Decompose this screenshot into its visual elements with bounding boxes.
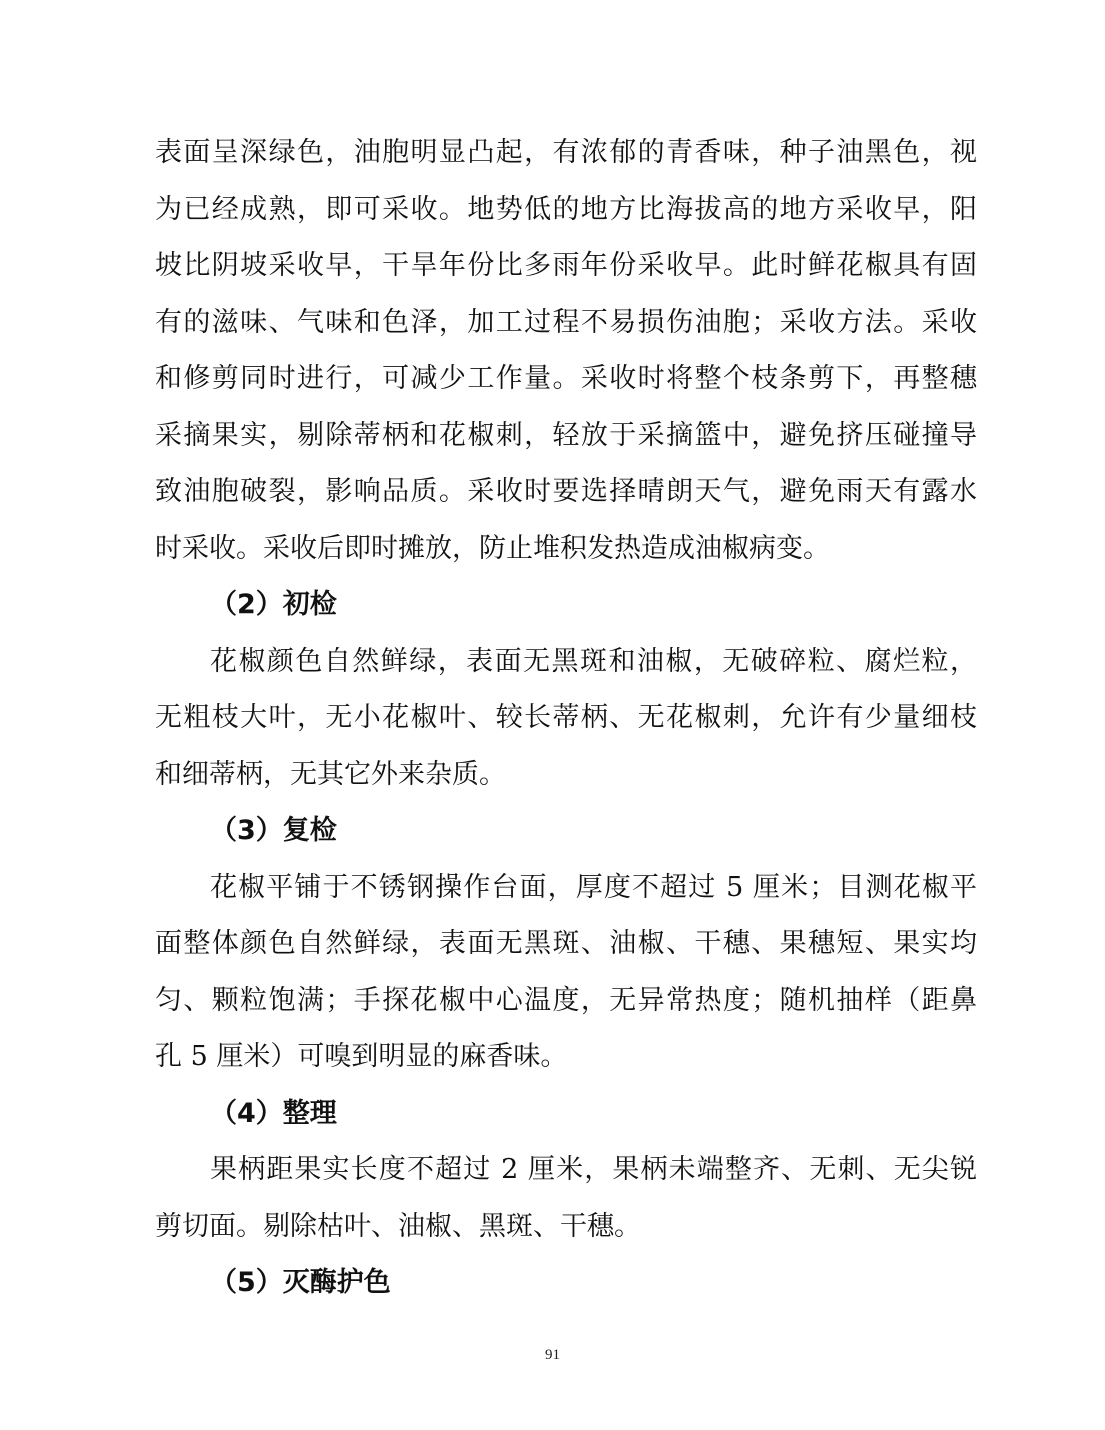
text-line: 面整体颜色自然鲜绿，表面无黑斑、油椒、干穗、果穗短、果实均 — [155, 928, 977, 959]
text-line: 时采收。采收后即时摊放，防止堆积发热造成油椒病变。 — [155, 532, 830, 564]
text-line: 有的滋味、气味和色泽，加工过程不易损伤油胞；采收方法。采收 — [155, 306, 977, 338]
text-line: 匀、颗粒饱满；手探花椒中心温度，无异常热度；随机抽样（距鼻 — [155, 984, 977, 1016]
text-line: 表面呈深绿色，油胞明显凸起，有浓郁的青香味，种子油黑色，视 — [155, 137, 977, 168]
section-heading-sorting: （4）整理 — [210, 1097, 337, 1129]
text-line: 无粗枝大叶，无小花椒叶、较长蒂柄、无花椒刺，允许有少量细枝 — [155, 702, 977, 733]
text-line: 花椒颜色自然鲜绿，表面无黑斑和油椒，无破碎粒、腐烂粒， — [210, 645, 977, 677]
document-body — [155, 125, 977, 1312]
text-line: 剪切面。剔除枯叶、油椒、黑斑、干穗。 — [155, 1210, 641, 1242]
section-heading-initial-inspection: （2）初检 — [210, 589, 337, 620]
section-heading-enzyme-inactivation: （5）灭酶护色 — [210, 1267, 391, 1298]
text-line: 花椒平铺于不锈钢操作台面，厚度不超过 5 厘米；目测花椒平 — [210, 871, 977, 903]
text-line: 坡比阴坡采收早，干旱年份比多雨年份采收早。此时鲜花椒具有固 — [155, 250, 977, 281]
text-line: 采摘果实，剔除蒂柄和花椒刺，轻放于采摘篮中，避免挤压碰撞导 — [155, 419, 977, 451]
text-line: 孔 5 厘米）可嗅到明显的麻香味。 — [155, 1041, 568, 1072]
text-line: 果柄距果实长度不超过 2 厘米，果柄未端整齐、无刺、无尖锐 — [210, 1154, 977, 1185]
page-number: 91 — [545, 1347, 560, 1363]
text-line: 致油胞破裂，影响品质。采收时要选择晴朗天气，避免雨天有露水 — [155, 476, 977, 507]
text-line: 和修剪同时进行，可减少工作量。采收时将整个枝条剪下，再整穗 — [155, 363, 977, 394]
section-heading-re-inspection: （3）复检 — [210, 815, 337, 846]
text-line: 和细蒂柄，无其它外来杂质。 — [155, 758, 506, 790]
text-line: 为已经成熟，即可采收。地势低的地方比海拔高的地方采收早，阳 — [155, 193, 977, 225]
